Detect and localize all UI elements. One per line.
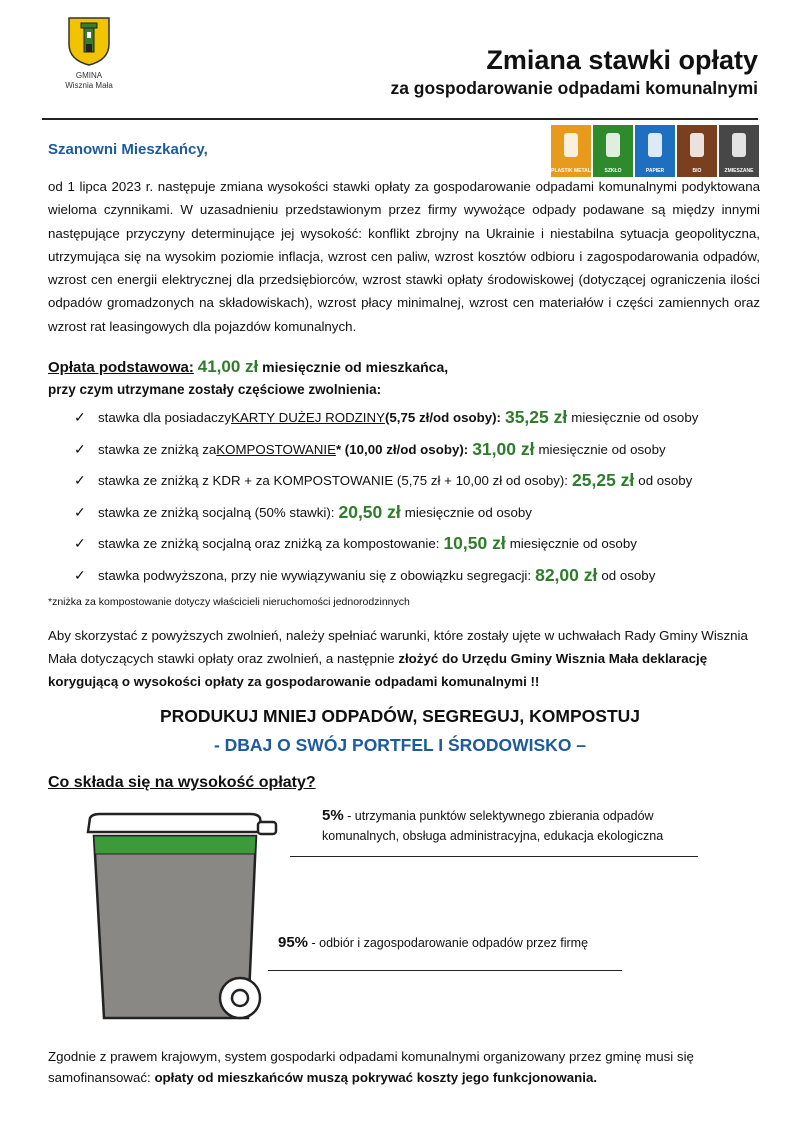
slogan-line2: - DBAJ O SWÓJ PORTFEL I ŚRODOWISKO –	[213, 735, 587, 755]
municipality-logo	[56, 16, 122, 91]
cost-5-percent-line	[290, 856, 698, 857]
recycling-item-icon	[551, 125, 591, 165]
rate-text: stawka ze zniżką socjalną (50% stawki):	[98, 504, 335, 520]
greeting: Szanowni Mieszkańcy,	[48, 141, 208, 158]
base-fee-label: Opłata podstawowa:	[48, 359, 194, 376]
cost-95-percent	[278, 934, 588, 951]
bin-0	[551, 125, 591, 177]
rate-item	[74, 402, 774, 434]
rate-amount: 10,50 zł	[443, 533, 506, 554]
checkmark-icon: ✓	[74, 440, 86, 457]
rate-item	[74, 528, 774, 560]
page-title: Zmiana stawki opłaty	[486, 45, 758, 75]
rate-amount: 25,25 zł	[572, 470, 635, 491]
rate-suffix: od osoby	[638, 473, 693, 489]
footnote: *zniżka za kompostowanie dotyczy właścicieli nieruchomości jednorodzinnych	[48, 596, 410, 608]
exemption-paragraph	[48, 624, 760, 693]
recycling-item-icon	[635, 125, 675, 165]
rate-item	[74, 434, 774, 466]
rate-suffix: od osoby	[601, 567, 656, 583]
cost-95-percent-text: - odbiór i zagospodarowanie odpadów przez firmę	[308, 936, 589, 950]
logo-caption-line2: Wisznia Mała	[65, 81, 113, 90]
partial-exemptions-heading: przy czym utrzymane zostały częściowe zwolnienia:	[48, 382, 382, 397]
rate-underlined: KARTY DUŻEJ RODZINY	[231, 410, 385, 426]
base-fee	[48, 357, 448, 377]
base-fee-suffix: miesięcznie od mieszkańca,	[262, 359, 449, 375]
rates-list	[74, 402, 774, 591]
cost-95-percent-value: 95%	[278, 934, 309, 951]
final-paragraph	[48, 1046, 760, 1088]
rate-detail: * (10,00 zł/od osoby):	[335, 441, 469, 457]
rate-item	[74, 497, 774, 529]
rate-suffix: miesięcznie od osoby	[509, 536, 637, 552]
bin-label: PLASTIK METAL	[551, 168, 591, 174]
checkmark-icon: ✓	[74, 535, 86, 552]
rate-amount: 82,00 zł	[535, 564, 598, 585]
rate-underlined: KOMPOSTOWANIE	[216, 441, 336, 457]
bin-3	[677, 125, 717, 177]
rate-amount: 20,50 zł	[338, 501, 401, 522]
rate-text: stawka ze zniżką z KDR + za KOMPOSTOWANIE (5,75 zł + 10,00 zł od osoby):	[98, 473, 569, 489]
checkmark-icon: ✓	[74, 566, 86, 583]
rate-suffix: miesięcznie od osoby	[571, 410, 699, 426]
cost-5-percent	[322, 806, 702, 846]
checkmark-icon: ✓	[74, 472, 86, 489]
page-subtitle: za gospodarowanie odpadami komunalnymi	[390, 78, 758, 98]
header-divider	[42, 118, 758, 120]
logo-caption-line1: GMINA	[75, 71, 103, 80]
bin-label: BIO	[692, 168, 702, 174]
bin-4	[719, 125, 759, 177]
bin-label: ZMIESZANE	[724, 168, 754, 174]
document-header	[390, 44, 758, 100]
cost-5-percent-value: 5%	[322, 807, 344, 824]
cost-5-percent-text: - utrzymania punktów selektywnego zbierania odpadów komunalnych, obsługa administracyjna, edukacja ekologiczna	[322, 809, 664, 843]
slogan-line1: PRODUKUJ MNIEJ ODPADÓW, SEGREGUJ, KOMPOSTUJ	[159, 706, 641, 726]
rate-text: stawka ze zniżką za	[98, 441, 217, 457]
cost-question-heading: Co składa się na wysokość opłaty?	[48, 774, 316, 791]
final-text-bold: opłaty od mieszkańców muszą pokrywać koszty jego funkcjonowania.	[154, 1070, 598, 1085]
recycling-item-icon	[593, 125, 633, 165]
exemption-text: Aby skorzystać z powyższych zwolnień, należy spełniać warunki, które zostały ujęte w uchwałach Rady Gminy Wisznia Mała dotyczących stawki opłaty oraz zwolnień, a następnie	[48, 628, 748, 666]
final-text: Zgodnie z prawem krajowym, system gospodarki odpadami komunalnymi organizowany przez gminę musi się samofinansować:	[48, 1049, 694, 1085]
base-fee-amount: 41,00 zł	[197, 357, 259, 376]
coat-of-arms-icon	[67, 16, 111, 66]
checkmark-icon: ✓	[74, 409, 86, 426]
bin-2	[635, 125, 675, 177]
rate-text: stawka dla posiadaczy	[98, 410, 232, 426]
cost-95-percent-line	[268, 970, 622, 971]
rate-text: stawka ze zniżką socjalną oraz zniżką za kompostowanie:	[98, 536, 440, 552]
bin-1	[593, 125, 633, 177]
recycling-item-icon	[719, 125, 759, 165]
rate-text: stawka podwyższona, przy nie wywiązywaniu się z obowiązku segregacji:	[98, 567, 532, 583]
recycling-item-icon	[677, 125, 717, 165]
checkmark-icon: ✓	[74, 503, 86, 520]
rate-suffix: miesięcznie od osoby	[538, 441, 666, 457]
rate-detail: (5,75 zł/od osoby):	[384, 410, 501, 426]
rate-amount: 31,00 zł	[472, 438, 535, 459]
waste-bin-icons	[551, 125, 759, 177]
rate-item	[74, 465, 774, 497]
rate-suffix: miesięcznie od osoby	[404, 504, 532, 520]
bin-label: PAPIER	[645, 168, 665, 174]
bin-label: SZKŁO	[604, 168, 622, 174]
rate-amount: 35,25 zł	[504, 407, 568, 428]
rate-item	[74, 560, 774, 592]
intro-paragraph: od 1 lipca 2023 r. następuje zmiana wysokości stawki opłaty za gospodarowanie odpadami komunalnymi podyktowana wieloma czynnikami. W uzasadnieniu przedstawionym przez firmy wywożące odpady podawane są między innymi następujące przyczyny determinujące jej wysokość: konflikt zbrojny na Ukrainie i niestabilna sytuacja geopolityczna, utrzymująca się na wysokim poziomie inflacja, wzrost cen paliw, wzrost kosztów odbioru i zagospodarowania odpadów, wzrost cen energii elektrycznej dla przedsiębiorców, wzrost stawki opłaty środowiskowej (dotyczącej ograniczenia ilości odpadów gromadzonych na składowiskach), wzrost płacy minimalnej, wzrost cen materiałów i części zamiennych oraz wzrost rat leasingowych dla pojazdów komunalnych.	[48, 179, 760, 334]
trash-bin-illustration	[80, 812, 280, 1032]
exemption-text-bold: złożyć do Urzędu Gminy Wisznia Mała deklarację korygującą o wysokości opłaty za gospodarowanie odpadami komunalnymi !!	[48, 651, 708, 689]
